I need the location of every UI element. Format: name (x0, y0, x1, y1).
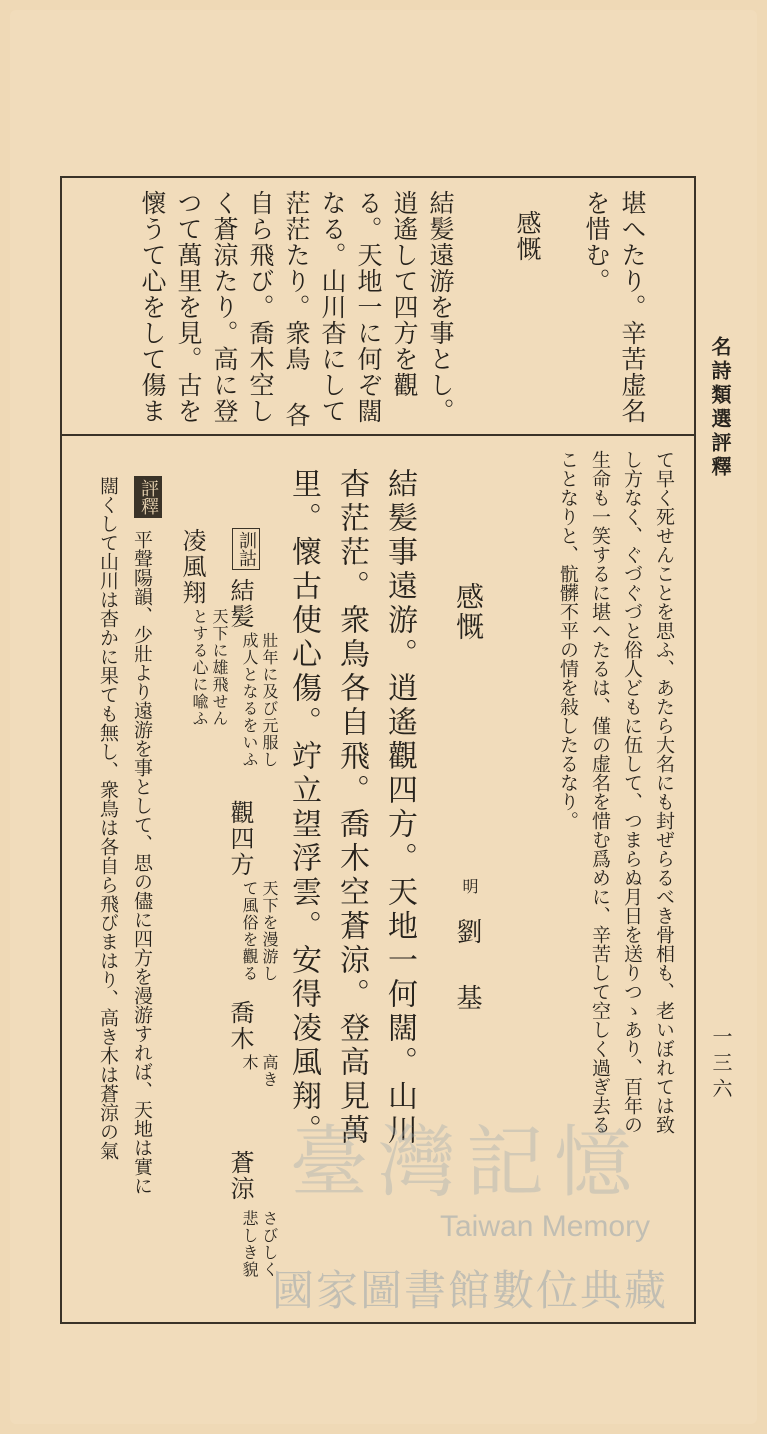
top-column: つて萬里を見。古を (174, 190, 203, 424)
commentary-column: 平聲陽韻、少壯より遠游を事として、思の儘に四方を漫游すれば、天地は實に (131, 530, 153, 1195)
gloss-note: 天下を漫游し (260, 880, 279, 982)
continuation-column: し方なく、ぐづぐづと俗人どもに伍して、つまらぬ月日を送りつゝあり、百年の (621, 450, 643, 1134)
watermark-latin: Taiwan Memory (440, 1210, 651, 1243)
top-column: 逍遙して四方を觀 (390, 190, 419, 398)
top-column: 懷うて心をして傷ま (138, 190, 167, 424)
continuation-column: て早く死せんことを思ふ、あたら大名にも封ぜらるべき骨相も、老いぼれては致 (653, 450, 675, 1134)
continuation-column: ことなりと、骯髒不平の情を敍したるなり。 (557, 450, 579, 830)
running-head: 名詩類選評釋 (708, 336, 732, 480)
top-column: を惜む。 (582, 190, 611, 294)
top-column: 自ら飛び。喬木空し (246, 190, 275, 424)
section-divider (60, 434, 696, 436)
gloss-term: 喬木 (226, 1000, 254, 1052)
top-column: 結髪遠游を事とし。 (426, 190, 455, 424)
gloss-term: 蒼涼 (226, 1150, 254, 1202)
gloss-note: 木 (240, 1054, 259, 1071)
author-dynasty: 明 (460, 878, 479, 895)
gloss-note: さびしく (260, 1210, 279, 1278)
watermark-institution: 國家圖書館數位典藏 (272, 1266, 669, 1315)
poem-line: 結髪事遠游。逍遙觀四方。天地一何闊。山川 (382, 468, 417, 1148)
author-name: 劉基 (452, 918, 482, 1050)
poem-title: 感慨 (452, 582, 485, 642)
top-column: 堪へたり。辛苦虚名 (618, 190, 647, 424)
gloss-note: とする心に喩ふ (190, 608, 209, 727)
watermark-logo-text: 臺灣記憶 (290, 1118, 643, 1208)
continuation-column: 生命も一笑するに堪へたるは、僅の虚名を惜む爲めに、辛苦して空しく過ぎ去る (589, 450, 611, 1134)
gloss-note: 成人となるをいふ (240, 632, 259, 768)
top-poem-title: 感慨 (513, 210, 542, 262)
gloss-note: 高き (260, 1054, 279, 1088)
top-column: る。天地一に何ぞ闊 (354, 190, 383, 424)
top-column: なる。山川杳にして (318, 190, 347, 424)
gloss-note: て風俗を觀る (240, 880, 259, 982)
top-column: く蒼涼たり。高に登 (210, 190, 239, 424)
poem-line: 里。懷古使心傷。竚立望浮雲。安得凌風翔。 (286, 468, 321, 1148)
page-number: 一三六 (709, 1026, 733, 1104)
gloss-note: 天下に雄飛せん (210, 608, 229, 727)
kungo-label: 訓詁 (232, 528, 260, 570)
hyoshaku-label: 評釋 (134, 476, 162, 518)
gloss-term: 結髪 (226, 578, 254, 630)
top-column: 茫茫たり。衆鳥 各 (282, 190, 311, 428)
gloss-term: 觀四方 (226, 800, 254, 878)
poem-line: 杳茫茫。衆鳥各自飛。喬木空蒼涼。登高見萬 (334, 468, 369, 1148)
commentary-column: 闊くして山川は杳かに果ても無し、衆鳥は各自ら飛びまはり、高き木は蒼涼の氣 (97, 476, 119, 1160)
gloss-note: 壯年に及び元服し (260, 632, 279, 768)
gloss-note: 悲しき貌 (240, 1210, 259, 1278)
gloss-term: 凌風翔 (178, 528, 206, 606)
